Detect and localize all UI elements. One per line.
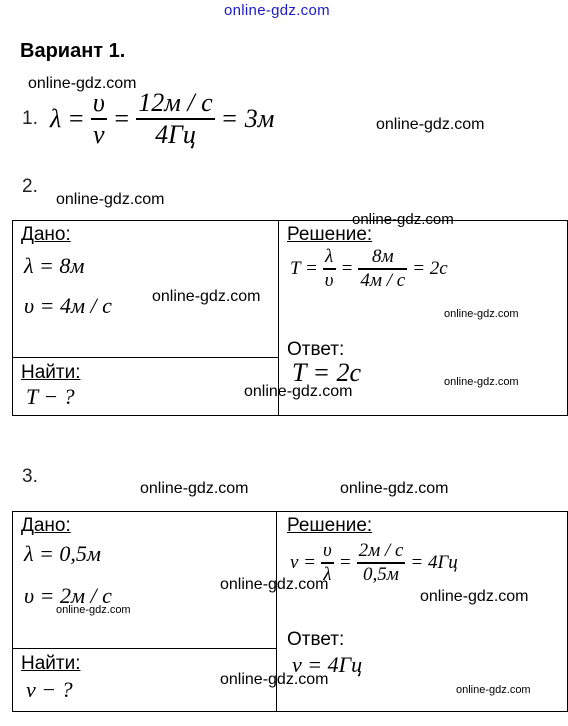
task3-given-1: λ = 0,5м: [24, 541, 101, 566]
task1-lhs: λ: [50, 103, 62, 133]
task2-sol-frac2-num: 8м: [371, 246, 394, 267]
task3-answer-label: Ответ:: [287, 629, 345, 650]
task2-sol-frac2: [358, 246, 407, 292]
task2-given-2: υ = 4м / с: [24, 293, 112, 318]
watermark: online-gdz.com: [420, 588, 529, 605]
task1-frac2-den: 4Гц: [155, 119, 196, 149]
task1-formula: [50, 88, 274, 150]
task2-answer-value: T = 2с: [292, 358, 362, 387]
task2-sol-frac1: [323, 246, 336, 292]
task3-sol-frac1-num: υ: [323, 540, 332, 561]
task2-sol-frac1-num: λ: [325, 246, 334, 267]
task2-answer-label: Ответ:: [287, 339, 345, 360]
watermark: online-gdz.com: [140, 480, 249, 497]
watermark: online-gdz.com: [444, 308, 519, 320]
watermark: online-gdz.com: [28, 75, 137, 92]
task3-given-label: Дано:: [21, 515, 71, 536]
task1-result: = 3м: [220, 103, 275, 133]
task3-sol-frac2-num: 2м / с: [358, 540, 404, 561]
watermark: online-gdz.com: [56, 191, 165, 208]
watermark: online-gdz.com: [444, 376, 519, 388]
watermark: online-gdz.com: [352, 211, 454, 228]
watermark: online-gdz.com: [152, 288, 261, 305]
task3-sol-result: = 4Гц: [410, 551, 458, 573]
task1-frac2-num: 12м / с: [138, 88, 213, 117]
task1-eq: =: [67, 103, 85, 133]
task2-find-value: T − ?: [26, 384, 75, 409]
watermark: online-gdz.com: [220, 576, 329, 593]
task2-solution: T = $\frac{\lambda}{\upsilon}$ = $\frac{8м}{4м / с}$ = 2с: [290, 246, 448, 291]
watermark: online-gdz.com: [340, 480, 449, 497]
task2-sol-frac1-den: υ: [324, 269, 334, 291]
task2-sol-lhs: T =: [290, 257, 318, 279]
task3-answer-value: ν = 4Гц: [292, 652, 363, 677]
task2-solution-label: Решение:: [287, 224, 373, 245]
task3-sol-frac2: [357, 540, 406, 586]
task1-number: 1.: [22, 108, 38, 129]
task3-find-label: Найти:: [21, 653, 81, 674]
task2-number: 2.: [22, 176, 38, 197]
watermark: online-gdz.com: [376, 116, 485, 133]
variant-title: Вариант 1.: [20, 40, 126, 62]
task1-eq2: =: [112, 103, 131, 133]
task3-sol-frac1-den: λ: [323, 563, 332, 585]
watermark: online-gdz.com: [244, 383, 353, 400]
watermark: online-gdz.com: [56, 604, 131, 616]
task3-sol-frac2-den: 0,5м: [363, 563, 399, 585]
task2-find-label: Найти:: [21, 362, 81, 383]
task2-given-1: λ = 8м: [24, 253, 85, 278]
task3-given-2: υ = 2м / с: [24, 583, 112, 608]
task3-number: 3.: [22, 466, 38, 487]
task2-sol-result: = 2с: [412, 257, 448, 279]
watermark-top: online-gdz.com: [224, 2, 330, 19]
task2-sol-frac2-den: 4м / с: [360, 269, 406, 291]
task2-given-label: Дано:: [21, 224, 71, 245]
task1-frac1-den: ν: [93, 119, 105, 149]
task1-frac2: [136, 88, 214, 150]
watermark: online-gdz.com: [220, 671, 329, 688]
task3-sol-lhs: ν =: [290, 551, 317, 573]
task1-frac1: [91, 88, 107, 150]
task3-solution: ν = $\frac{\upsilon}{\lambda}$ = $\frac{2м / с}{0,5м}$ = 4Гц: [290, 540, 458, 585]
task3-find-value: ν − ?: [26, 677, 73, 702]
task1-frac1-num: υ: [92, 88, 105, 117]
watermark: online-gdz.com: [456, 684, 531, 696]
task3-solution-label: Решение:: [287, 515, 373, 536]
